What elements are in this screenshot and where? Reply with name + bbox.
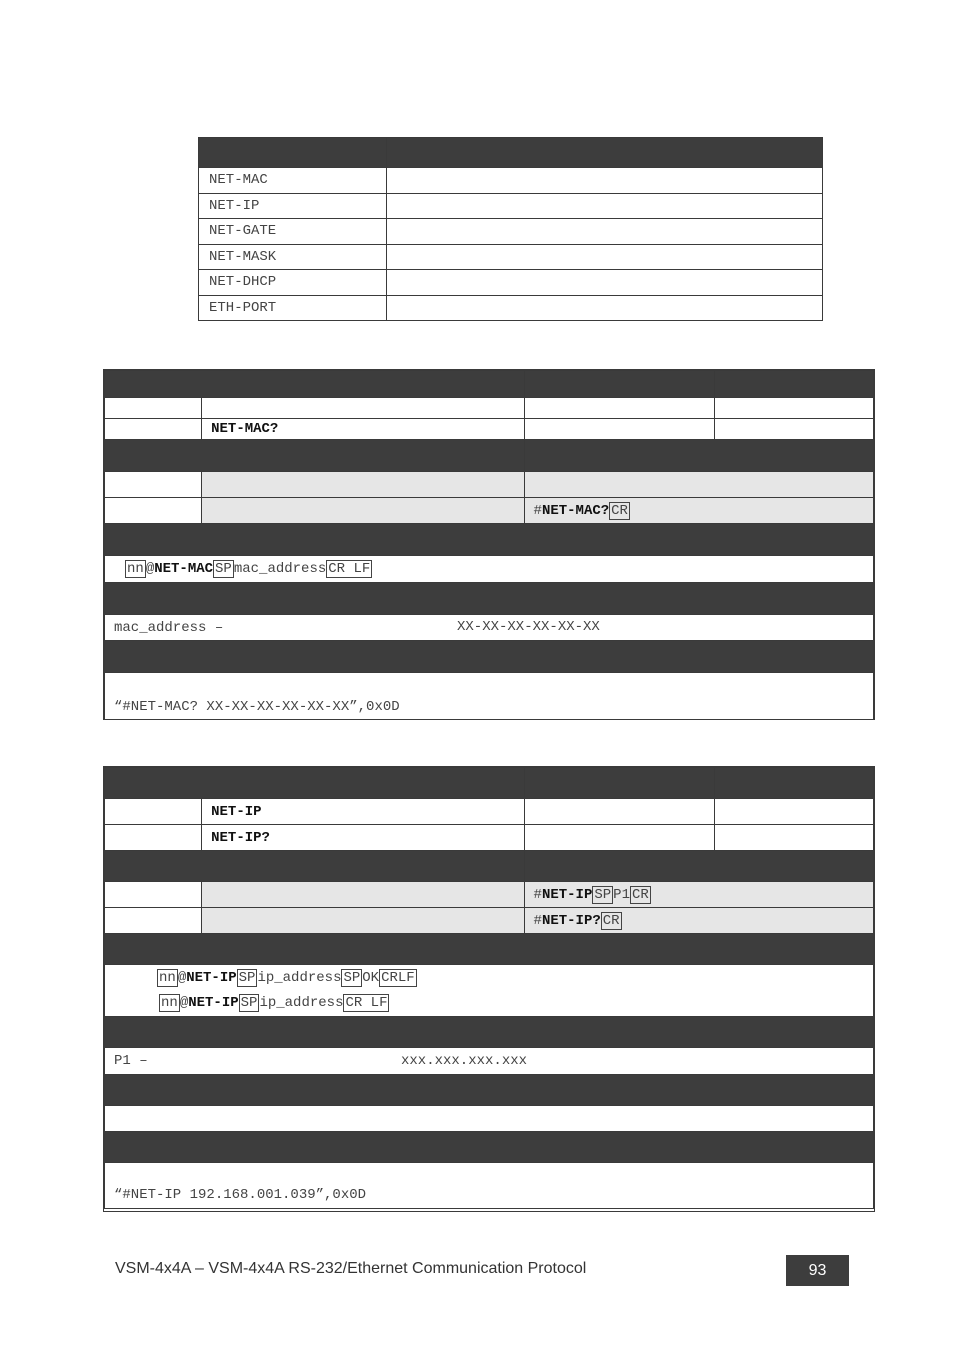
- set-syntax-row: [105, 882, 874, 908]
- response-set: nn @NET-IP SP ip_address SP OK CRLF: [159, 969, 415, 986]
- response-syntax: [105, 965, 874, 1017]
- set-command-name: NET-IP: [202, 799, 524, 825]
- section-header-row: [105, 371, 874, 398]
- table-header-row: [199, 138, 823, 168]
- example-header-row: [105, 641, 874, 673]
- syntax-header-row: [105, 440, 874, 472]
- response-triggers-row: [105, 1106, 874, 1132]
- command-name: ETH-PORT: [199, 295, 387, 321]
- parameter-description: mac_address – XX-XX-XX-XX-XX-XX: [105, 615, 874, 641]
- example-text: “#NET-IP 192.168.001.039”,0x0D: [105, 1163, 874, 1209]
- set-syntax-example: #NET-IP SP P1 CR: [524, 882, 873, 908]
- command-name: NET-MAC: [199, 168, 387, 194]
- parameters-row: [105, 1048, 874, 1075]
- response-header-row: [105, 524, 874, 556]
- table-row: [199, 219, 823, 245]
- get-command-name: NET-IP?: [202, 825, 524, 851]
- command-name: NET-MASK: [199, 244, 387, 270]
- table-row: [199, 244, 823, 270]
- parameters-row: [105, 615, 874, 641]
- get-command-name: NET-MAC?: [202, 419, 524, 440]
- example-text: “#NET-MAC? XX-XX-XX-XX-XX-XX”,0x0D: [105, 673, 874, 720]
- command-name: NET-GATE: [199, 219, 387, 245]
- net-ip-section: [103, 766, 875, 1212]
- table-row: [199, 270, 823, 296]
- net-mac-section: [103, 369, 875, 720]
- command-name: NET-IP: [199, 193, 387, 219]
- get-command-row: [105, 419, 874, 440]
- footer-title: VSM-4x4A – VSM-4x4A RS-232/Ethernet Communication Protocol: [115, 1260, 587, 1277]
- example-header-row: [105, 1132, 874, 1163]
- response-row: [105, 556, 874, 583]
- set-syntax-row: [105, 472, 874, 498]
- example-row: [105, 673, 874, 720]
- set-command-row: [105, 398, 874, 419]
- section-header-row: [105, 768, 874, 799]
- get-syntax-example: #NET-IP? CR: [524, 908, 873, 934]
- command-list-table: [198, 137, 823, 321]
- table-row: [199, 193, 823, 219]
- parameters-header-row: [105, 583, 874, 615]
- page-number: 93: [786, 1255, 849, 1286]
- get-syntax-example: #NET-MAC? CR: [524, 498, 873, 524]
- syntax-header-row: [105, 851, 874, 882]
- response-row: [105, 965, 874, 1017]
- table-row: [199, 168, 823, 194]
- command-name: NET-DHCP: [199, 270, 387, 296]
- response-get: nn @NET-IP SP ip_address CR LF: [161, 994, 388, 1011]
- get-syntax-row: [105, 498, 874, 524]
- set-command-row: [105, 799, 874, 825]
- get-command-row: [105, 825, 874, 851]
- parameters-header-row: [105, 1017, 874, 1048]
- get-syntax-row: [105, 908, 874, 934]
- example-row: [105, 1163, 874, 1209]
- parameter-description: P1 – xxx.xxx.xxx.xxx: [105, 1048, 874, 1075]
- response-triggers-header-row: [105, 1075, 874, 1106]
- response-syntax: nn @NET-MAC SP mac_address CR LF: [105, 556, 874, 583]
- response-header-row: [105, 934, 874, 965]
- table-row: [199, 295, 823, 321]
